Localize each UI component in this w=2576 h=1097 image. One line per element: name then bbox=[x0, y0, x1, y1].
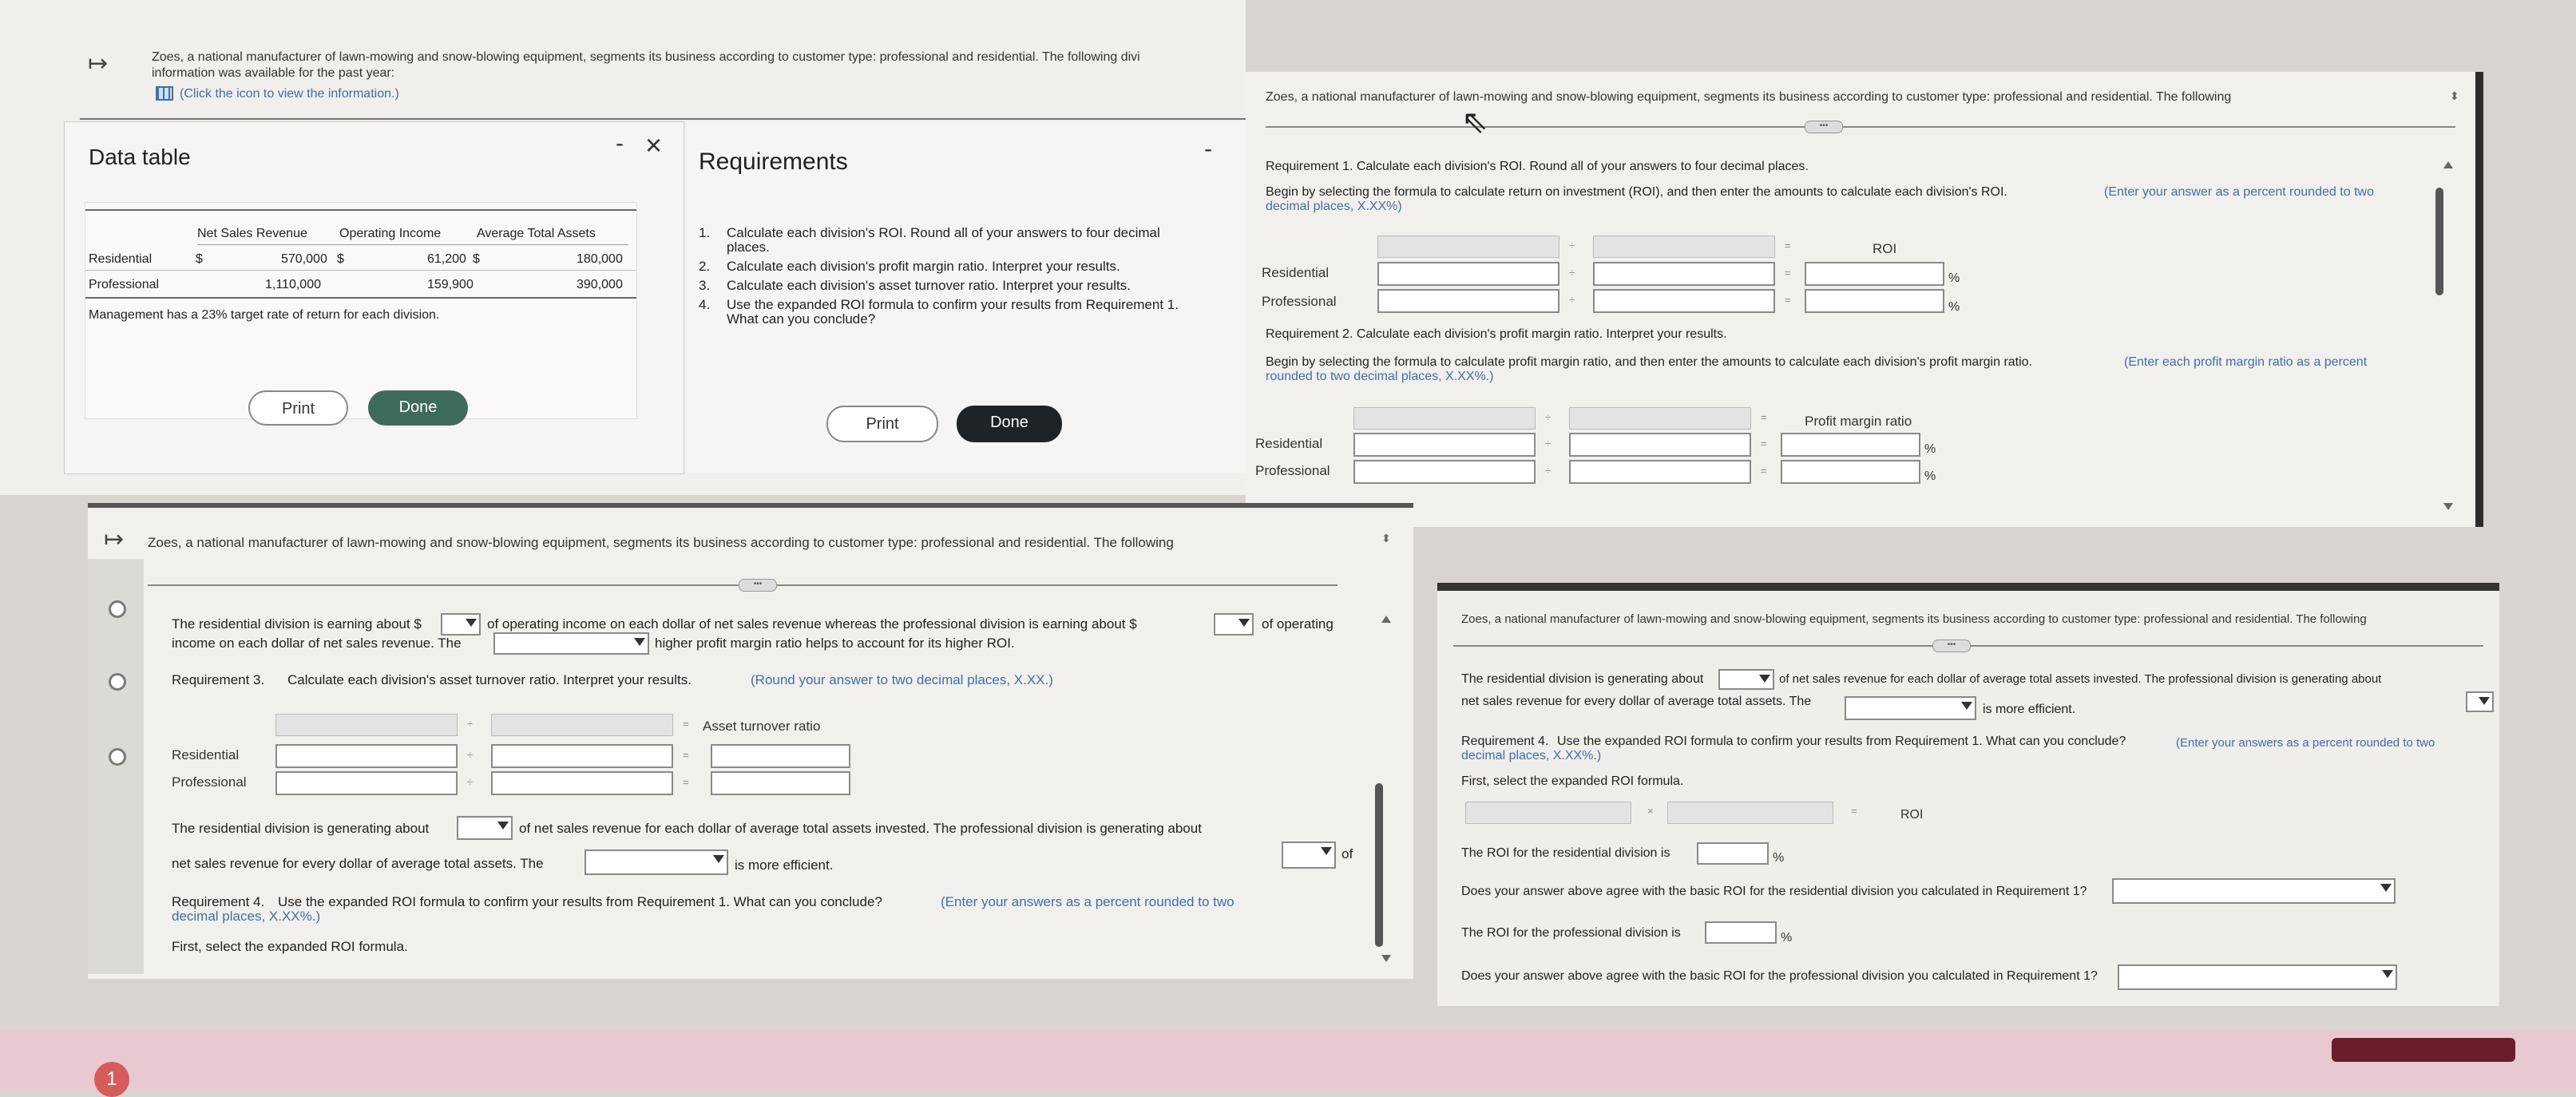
req1-row-residential: Residential bbox=[1262, 265, 1330, 280]
radio-column bbox=[88, 559, 144, 974]
problem-text-line2: information was available for the past year: bbox=[152, 66, 395, 80]
req3-res-eq: = bbox=[683, 749, 689, 761]
requirements-modal bbox=[687, 121, 1246, 473]
header-income: Operating Income bbox=[339, 227, 442, 240]
req4-text: Use the expanded ROI formula to confirm your results from Requirement 1. What can you conclude? bbox=[278, 894, 882, 909]
bottom-left-panel bbox=[88, 503, 1413, 979]
expand-icon[interactable]: ↦ bbox=[88, 50, 109, 77]
req-text-4b: What can you conclude? bbox=[727, 311, 876, 327]
more-handle[interactable]: ••• bbox=[1805, 121, 1843, 133]
requirements-minimize[interactable]: - bbox=[1204, 136, 1212, 162]
req1-pro-num[interactable] bbox=[1377, 289, 1559, 313]
top-right-panel bbox=[1246, 72, 2475, 527]
req1-pro-pct: % bbox=[1948, 300, 1960, 314]
req1-instr-c: decimal places, X.XX%) bbox=[1266, 200, 1402, 213]
req3-row-professional: Professional bbox=[172, 774, 247, 790]
more-handle-br[interactable]: ••• bbox=[1932, 640, 1971, 652]
row-residential-d3: $ bbox=[473, 252, 480, 266]
br-gen-text-d: net sales revenue for every dollar of average total assets. The bbox=[1461, 695, 1812, 708]
req2-pro-ratio[interactable] bbox=[1781, 460, 1920, 484]
scrollbar-thumb[interactable] bbox=[2435, 188, 2443, 295]
scroll-arrows-icon-bottom[interactable]: ⬍ bbox=[1381, 532, 1391, 545]
problem-text-br: Zoes, a national manufacturer of lawn-mowing and snow-blowing equipment, segments its business according to customer type: professional and residential. The following bbox=[1461, 612, 2367, 626]
req2-pro-pct: % bbox=[1924, 469, 1936, 483]
close-button[interactable]: × bbox=[645, 129, 663, 161]
problem-text-right: Zoes, a national manufacturer of lawn-mowing and snow-blowing equipment, segments its business according to customer type: professional and residential. The following bbox=[1266, 90, 2232, 104]
req2-row-professional: Professional bbox=[1255, 463, 1330, 478]
chevron-down-icon bbox=[2380, 884, 2392, 892]
req1-res-div: ÷ bbox=[1569, 267, 1575, 279]
req1-pro-den[interactable] bbox=[1593, 289, 1775, 313]
header-rule bbox=[197, 244, 628, 245]
req1-res-eq: = bbox=[1785, 267, 1791, 279]
data-table-modal bbox=[64, 121, 684, 474]
scroll-down-arrow[interactable] bbox=[2443, 503, 2453, 510]
chevron-down-icon bbox=[713, 855, 724, 863]
br-req4-title: Requirement 4. bbox=[1461, 735, 1549, 748]
chevron-down-icon bbox=[634, 638, 645, 646]
req2-formula-numerator[interactable] bbox=[1353, 407, 1536, 430]
requirements-title: Requirements bbox=[699, 149, 848, 175]
roi-pro-text: The ROI for the professional division is bbox=[1461, 926, 1681, 940]
req1-title: Requirement 1. Calculate each division's ROI. Round all of your answers to four decimal places. bbox=[1266, 160, 1809, 173]
roi-res-pct: % bbox=[1773, 851, 1785, 865]
req3-pro-num[interactable] bbox=[275, 771, 458, 795]
br-gen-professional-select[interactable] bbox=[2466, 691, 2494, 712]
earn-text-a: The residential division is earning about $ bbox=[172, 616, 422, 632]
req-text-2: Calculate each division's profit margin ratio. Interpret your results. bbox=[727, 259, 1120, 274]
data-table bbox=[85, 202, 637, 419]
req-num-2: 2. bbox=[699, 259, 711, 274]
data-table-title: Data table bbox=[89, 145, 191, 169]
bl-scroll-down-arrow[interactable] bbox=[1381, 955, 1391, 962]
agree-pro-select[interactable] bbox=[2118, 964, 2397, 990]
expanded-roi-mult: × bbox=[1647, 805, 1654, 817]
br-gen-residential-select[interactable] bbox=[1718, 669, 1774, 690]
req2-formula-denominator[interactable] bbox=[1569, 407, 1751, 430]
radio-option-3[interactable] bbox=[109, 748, 126, 766]
req1-instr-b: (Enter your answer as a percent rounded to two bbox=[2104, 185, 2374, 199]
roi-res-text: The ROI for the residential division is bbox=[1461, 846, 1670, 860]
chevron-down-icon bbox=[1961, 702, 1972, 710]
req2-res-div: ÷ bbox=[1545, 438, 1552, 449]
req2-eq-symbol: = bbox=[1761, 411, 1767, 423]
req2-pro-den[interactable] bbox=[1569, 460, 1751, 484]
notification-badge[interactable]: 1 bbox=[94, 1062, 129, 1097]
earn-text-c: of operating bbox=[1262, 616, 1334, 632]
done-button[interactable]: Done bbox=[368, 390, 468, 426]
expanded-roi-eq: = bbox=[1851, 805, 1857, 817]
req-text-3: Calculate each division's asset turnover ratio. Interpret your results. bbox=[727, 278, 1131, 293]
row-professional-income: 159,900 bbox=[427, 278, 474, 291]
chevron-down-icon bbox=[2382, 970, 2393, 978]
print-button[interactable]: Print bbox=[248, 390, 348, 426]
req2-pro-div: ÷ bbox=[1545, 465, 1552, 477]
problem-text: Zoes, a national manufacturer of lawn-mowing and snow-blowing equipment, segments its business according to customer type: professional and residential. The following divi bbox=[152, 50, 1140, 64]
gen-professional-select[interactable] bbox=[1282, 842, 1336, 869]
earn-text-d: income on each dollar of net sales revenue. The bbox=[172, 636, 462, 651]
row-rule bbox=[85, 270, 636, 271]
header-divider bbox=[80, 118, 1246, 120]
earn-text-b: of operating income on each dollar of net sales revenue whereas the professional division is earning about $ bbox=[487, 616, 1137, 632]
gen-text-d: net sales revenue for every dollar of average total assets. The bbox=[172, 856, 544, 871]
agree-res-text: Does your answer above agree with the basic ROI for the residential division you calculated in Requirement 1? bbox=[1461, 885, 2087, 898]
req3-title: Requirement 3. bbox=[172, 672, 265, 687]
req2-header: Profit margin ratio bbox=[1805, 414, 1912, 429]
row-professional-assets: 390,000 bbox=[577, 278, 623, 291]
roi-pro-pct: % bbox=[1781, 931, 1793, 945]
roi-res-input[interactable] bbox=[1697, 842, 1769, 865]
gen-efficient-select[interactable] bbox=[585, 849, 728, 875]
req3-formula-denominator[interactable] bbox=[491, 714, 673, 736]
chevron-down-icon bbox=[466, 619, 477, 627]
earn-text-e: higher profit margin ratio helps to account for its higher ROI. bbox=[655, 636, 1015, 651]
scroll-up-arrow[interactable] bbox=[2443, 161, 2453, 168]
header-sales: Net Sales Revenue bbox=[197, 227, 307, 240]
req3-pro-eq: = bbox=[683, 776, 689, 788]
req3-text: Calculate each division's asset turnover ratio. Interpret your results. bbox=[287, 672, 692, 687]
expanded-roi-factor-1[interactable] bbox=[1465, 802, 1631, 824]
req3-div-symbol: ÷ bbox=[467, 718, 474, 730]
req1-instr-a: Begin by selecting the formula to calculate return on investment (ROI), and then enter the amounts to calculate each division's ROI. bbox=[1266, 185, 2007, 199]
req2-instr-b: (Enter each profit margin ratio as a percent bbox=[2124, 355, 2368, 369]
row-residential-dollar: $ bbox=[196, 252, 203, 266]
chevron-down-icon bbox=[2479, 697, 2490, 705]
earn-professional-select[interactable] bbox=[1214, 613, 1254, 636]
req3-res-num[interactable] bbox=[275, 744, 458, 768]
higher-margin-select[interactable] bbox=[493, 632, 649, 655]
req1-eq-symbol: = bbox=[1785, 240, 1791, 251]
chevron-down-icon bbox=[1759, 675, 1770, 683]
agree-res-select[interactable] bbox=[2112, 878, 2396, 904]
br-gen-efficient-select[interactable] bbox=[1845, 696, 1976, 720]
scroll-arrows-icon[interactable]: ⬍ bbox=[2450, 89, 2459, 102]
req2-div-symbol: ÷ bbox=[1545, 411, 1552, 423]
mouse-cursor-icon: ⇖ bbox=[1461, 105, 1488, 140]
req3-res-ratio[interactable] bbox=[711, 744, 850, 768]
table-top-rule bbox=[85, 209, 636, 211]
req3-res-div: ÷ bbox=[467, 749, 474, 761]
req2-title: Requirement 2. Calculate each division's profit margin ratio. Interpret your results. bbox=[1266, 327, 1727, 341]
first-select-text: First, select the expanded ROI formula. bbox=[172, 939, 408, 954]
header-assets: Average Total Assets bbox=[477, 227, 596, 240]
req2-pro-num[interactable] bbox=[1353, 460, 1536, 484]
radio-option-1[interactable] bbox=[109, 600, 126, 618]
req1-roi-header: ROI bbox=[1873, 241, 1897, 256]
req1-div-symbol: ÷ bbox=[1569, 240, 1575, 251]
br-req4-text: Use the expanded ROI formula to confirm your results from Requirement 1. What can you conclude? bbox=[1557, 735, 2126, 748]
chevron-down-icon bbox=[1321, 847, 1332, 855]
expand-icon-bottom[interactable]: ↦ bbox=[104, 526, 125, 552]
req3-pro-div: ÷ bbox=[467, 776, 474, 788]
right-panel-edge bbox=[2475, 72, 2483, 527]
bottom-strip bbox=[0, 1030, 2576, 1089]
req1-res-roi[interactable] bbox=[1805, 262, 1944, 286]
row-residential-label: Residential bbox=[89, 252, 153, 266]
right-divider bbox=[1266, 126, 2455, 128]
bottom-right-panel bbox=[1437, 583, 2499, 1006]
agree-pro-text: Does your answer above agree with the basic ROI for the professional division you calculated in Requirement 1? bbox=[1461, 969, 2098, 983]
req-num-1: 1. bbox=[699, 225, 711, 240]
more-handle-bottom[interactable]: ••• bbox=[739, 579, 777, 592]
bottom-right-button[interactable] bbox=[2332, 1038, 2515, 1062]
req1-res-pct: % bbox=[1948, 271, 1960, 285]
req1-pro-eq: = bbox=[1785, 294, 1791, 306]
br-gen-text-b: of net sales revenue for each dollar of average total assets invested. The professional division is generating about bbox=[1779, 672, 2382, 686]
br-first-select: First, select the expanded ROI formula. bbox=[1461, 774, 1684, 788]
req2-res-den[interactable] bbox=[1569, 433, 1751, 457]
row-professional-sales: 1,110,000 bbox=[265, 278, 321, 291]
br-gen-text-a: The residential division is generating about bbox=[1461, 672, 1704, 686]
req2-res-ratio[interactable] bbox=[1781, 433, 1920, 457]
chevron-down-icon bbox=[497, 822, 509, 830]
click-icon-text[interactable]: (Click the icon to view the information.) bbox=[180, 87, 399, 101]
gen-text-b: of net sales revenue for each dollar of average total assets invested. The professional division is generating about bbox=[519, 821, 1202, 836]
gen-text-a: The residential division is generating about bbox=[172, 821, 430, 836]
row-residential-income: 61,200 bbox=[427, 252, 466, 266]
radio-option-2[interactable] bbox=[109, 673, 126, 691]
req2-instr-c: rounded to two decimal places, X.XX%.) bbox=[1266, 370, 1494, 383]
req3-row-residential: Residential bbox=[172, 747, 240, 762]
req1-formula-denominator[interactable] bbox=[1593, 236, 1775, 258]
req1-row-professional: Professional bbox=[1262, 294, 1337, 309]
minimize-button[interactable]: - bbox=[616, 130, 624, 156]
roi-pro-input[interactable] bbox=[1705, 921, 1777, 944]
br-req4-hint-a: (Enter your answers as a percent rounded to two bbox=[2176, 736, 2435, 750]
req2-res-pct: % bbox=[1924, 442, 1936, 456]
br-req4-hint-b: decimal places, X.XX%.) bbox=[1461, 749, 1602, 762]
req4-title: Requirement 4. bbox=[172, 894, 265, 909]
req3-pro-ratio[interactable] bbox=[711, 771, 850, 795]
req-num-4: 4. bbox=[699, 297, 711, 312]
req-num-3: 3. bbox=[699, 278, 711, 293]
req2-pro-eq: = bbox=[1761, 465, 1767, 477]
gen-residential-select[interactable] bbox=[457, 816, 513, 840]
req3-res-den[interactable] bbox=[491, 744, 673, 768]
req2-res-eq: = bbox=[1761, 438, 1767, 449]
earn-residential-select[interactable] bbox=[441, 613, 481, 636]
req4-hint-a: (Enter your answers as a percent rounded to two bbox=[941, 894, 1234, 909]
req1-res-num[interactable] bbox=[1377, 262, 1559, 286]
req3-pro-den[interactable] bbox=[491, 771, 673, 795]
bl-scrollbar-thumb[interactable] bbox=[1375, 783, 1383, 947]
bl-scroll-up-arrow[interactable] bbox=[1381, 616, 1391, 623]
req2-row-residential: Residential bbox=[1255, 436, 1323, 451]
req3-header: Asset turnover ratio bbox=[703, 719, 821, 734]
req2-instr-a: Begin by selecting the formula to calculate profit margin ratio, and then enter the amounts to calculate each division's profit margin ratio. bbox=[1266, 355, 2033, 369]
req1-formula-numerator[interactable] bbox=[1377, 236, 1559, 258]
req1-pro-div: ÷ bbox=[1569, 294, 1575, 306]
gen-text-c: of bbox=[1342, 846, 1353, 861]
req-text-1b: places. bbox=[727, 240, 770, 255]
req-text-1a: Calculate each division's ROI. Round all of your answers to four decimal bbox=[727, 225, 1160, 240]
row-residential-sales: 570,000 bbox=[281, 252, 327, 266]
expanded-roi-header: ROI bbox=[1900, 808, 1924, 822]
chevron-down-icon bbox=[1238, 619, 1250, 627]
req3-eq-symbol: = bbox=[683, 718, 689, 730]
expanded-roi-factor-2[interactable] bbox=[1667, 802, 1833, 824]
req-text-4a: Use the expanded ROI formula to confirm your results from Requirement 1. bbox=[727, 297, 1179, 312]
br-gen-text-e: is more efficient. bbox=[1983, 703, 2076, 716]
req3-formula-numerator[interactable] bbox=[275, 714, 458, 736]
req2-res-num[interactable] bbox=[1353, 433, 1536, 457]
problem-text-bottom: Zoes, a national manufacturer of lawn-mowing and snow-blowing equipment, segments its business according to customer type: professional and residential. The following bbox=[148, 535, 1174, 550]
row-residential-d2: $ bbox=[337, 252, 344, 266]
requirements-done-button[interactable]: Done bbox=[957, 406, 1062, 442]
req3-hint: (Round your answer to two decimal places, X.XX.) bbox=[751, 672, 1053, 687]
gen-text-e: is more efficient. bbox=[735, 857, 834, 873]
data-table-note: Management has a 23% target rate of return for each division. bbox=[89, 308, 440, 322]
table-icon[interactable] bbox=[156, 86, 173, 101]
req1-pro-roi[interactable] bbox=[1805, 289, 1944, 313]
table-bottom-rule bbox=[85, 297, 636, 299]
row-professional-label: Professional bbox=[89, 278, 160, 291]
requirements-print-button[interactable]: Print bbox=[826, 406, 938, 442]
row-residential-assets: 180,000 bbox=[577, 252, 623, 266]
req1-res-den[interactable] bbox=[1593, 262, 1775, 286]
req4-hint-b: decimal places, X.XX%.) bbox=[172, 909, 321, 924]
